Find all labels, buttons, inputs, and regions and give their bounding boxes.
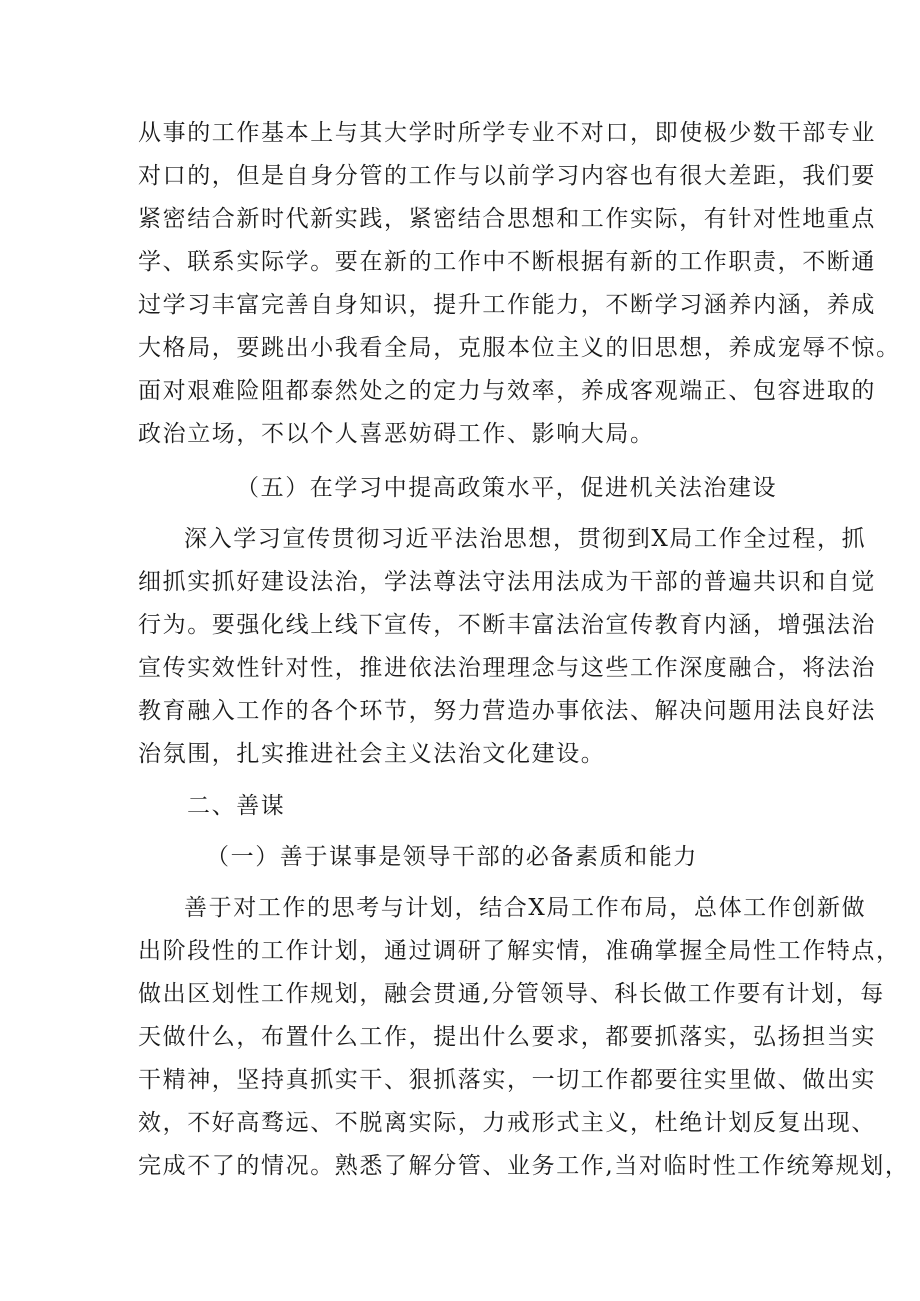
- section-heading: 二、善谋: [187, 793, 286, 819]
- text-line: 对口的，但是自身分管的工作与以前学习内容也有很大差距，我们要: [138, 163, 876, 189]
- text-line: 教育融入工作的各个环节，努力营造办事依法、解决问题用法良好法: [138, 698, 876, 724]
- text-line: 细抓实抓好建设法治，学法尊法守法用法成为干部的普遍共识和自觉: [138, 569, 876, 595]
- text-line: 政治立场，不以个人喜恶妨碍工作、影响大局。: [138, 421, 655, 447]
- text-line: 过学习丰富完善自身知识，提升工作能力，不断学习涵养内涵，养成: [138, 292, 876, 318]
- text-line: 完成不了的情况。熟悉了解分管、业务工作,当对临时性工作统筹规划，: [138, 1153, 910, 1179]
- text-line: 效，不好高骛远、不脱离实际，力戒形式主义，杜绝计划反复出现、: [138, 1110, 876, 1136]
- text-line: 从事的工作基本上与其大学时所学专业不对口，即使极少数干部专业: [138, 120, 876, 146]
- text-line: 治氛围，扎实推进社会主义法治文化建设。: [138, 741, 606, 767]
- text-line: 出阶段性的工作计划，通过调研了解实情，准确掌握全局性工作特点，: [138, 938, 901, 964]
- text-line: 行为。要强化线上线下宣传，不断丰富法治宣传教育内涵，增强法治: [138, 612, 876, 638]
- text-line: 天做什么，布置什么工作，提出什么要求，都要抓落实，弘扬担当实: [138, 1024, 876, 1050]
- subheading-5: （五）在学习中提高政策水平，促进机关法治建设: [236, 475, 778, 501]
- text-line: 干精神，坚持真抓实干、狠抓落实，一切工作都要往实里做、做出实: [138, 1067, 876, 1093]
- text-line: 学、联系实际学。要在新的工作中不断根据有新的工作职责，不断通: [138, 249, 876, 275]
- text-line: 面对艰难险阻都泰然处之的定力与效率，养成客观端正、包容进取的: [138, 378, 876, 404]
- text-line: 深入学习宣传贯彻习近平法治思想，贯彻到X局工作全过程，抓: [184, 526, 867, 552]
- subheading-1: （一）善于谋事是领导干部的必备素质和能力: [206, 844, 698, 870]
- text-line: 善于对工作的思考与计划，结合X局工作布局，总体工作创新做: [184, 895, 867, 921]
- text-line: 做出区划性工作规划，融会贯通,分管领导、科长做工作要有计划，每: [138, 981, 885, 1007]
- text-line: 宣传实效性针对性，推进依法治理理念与这些工作深度融合，将法治: [138, 655, 876, 681]
- text-line: 紧密结合新时代新实践，紧密结合思想和工作实际，有针对性地重点: [138, 206, 876, 232]
- text-line: 大格局，要跳出小我看全局，克服本位主义的旧思想，养成宠辱不惊。: [138, 335, 901, 361]
